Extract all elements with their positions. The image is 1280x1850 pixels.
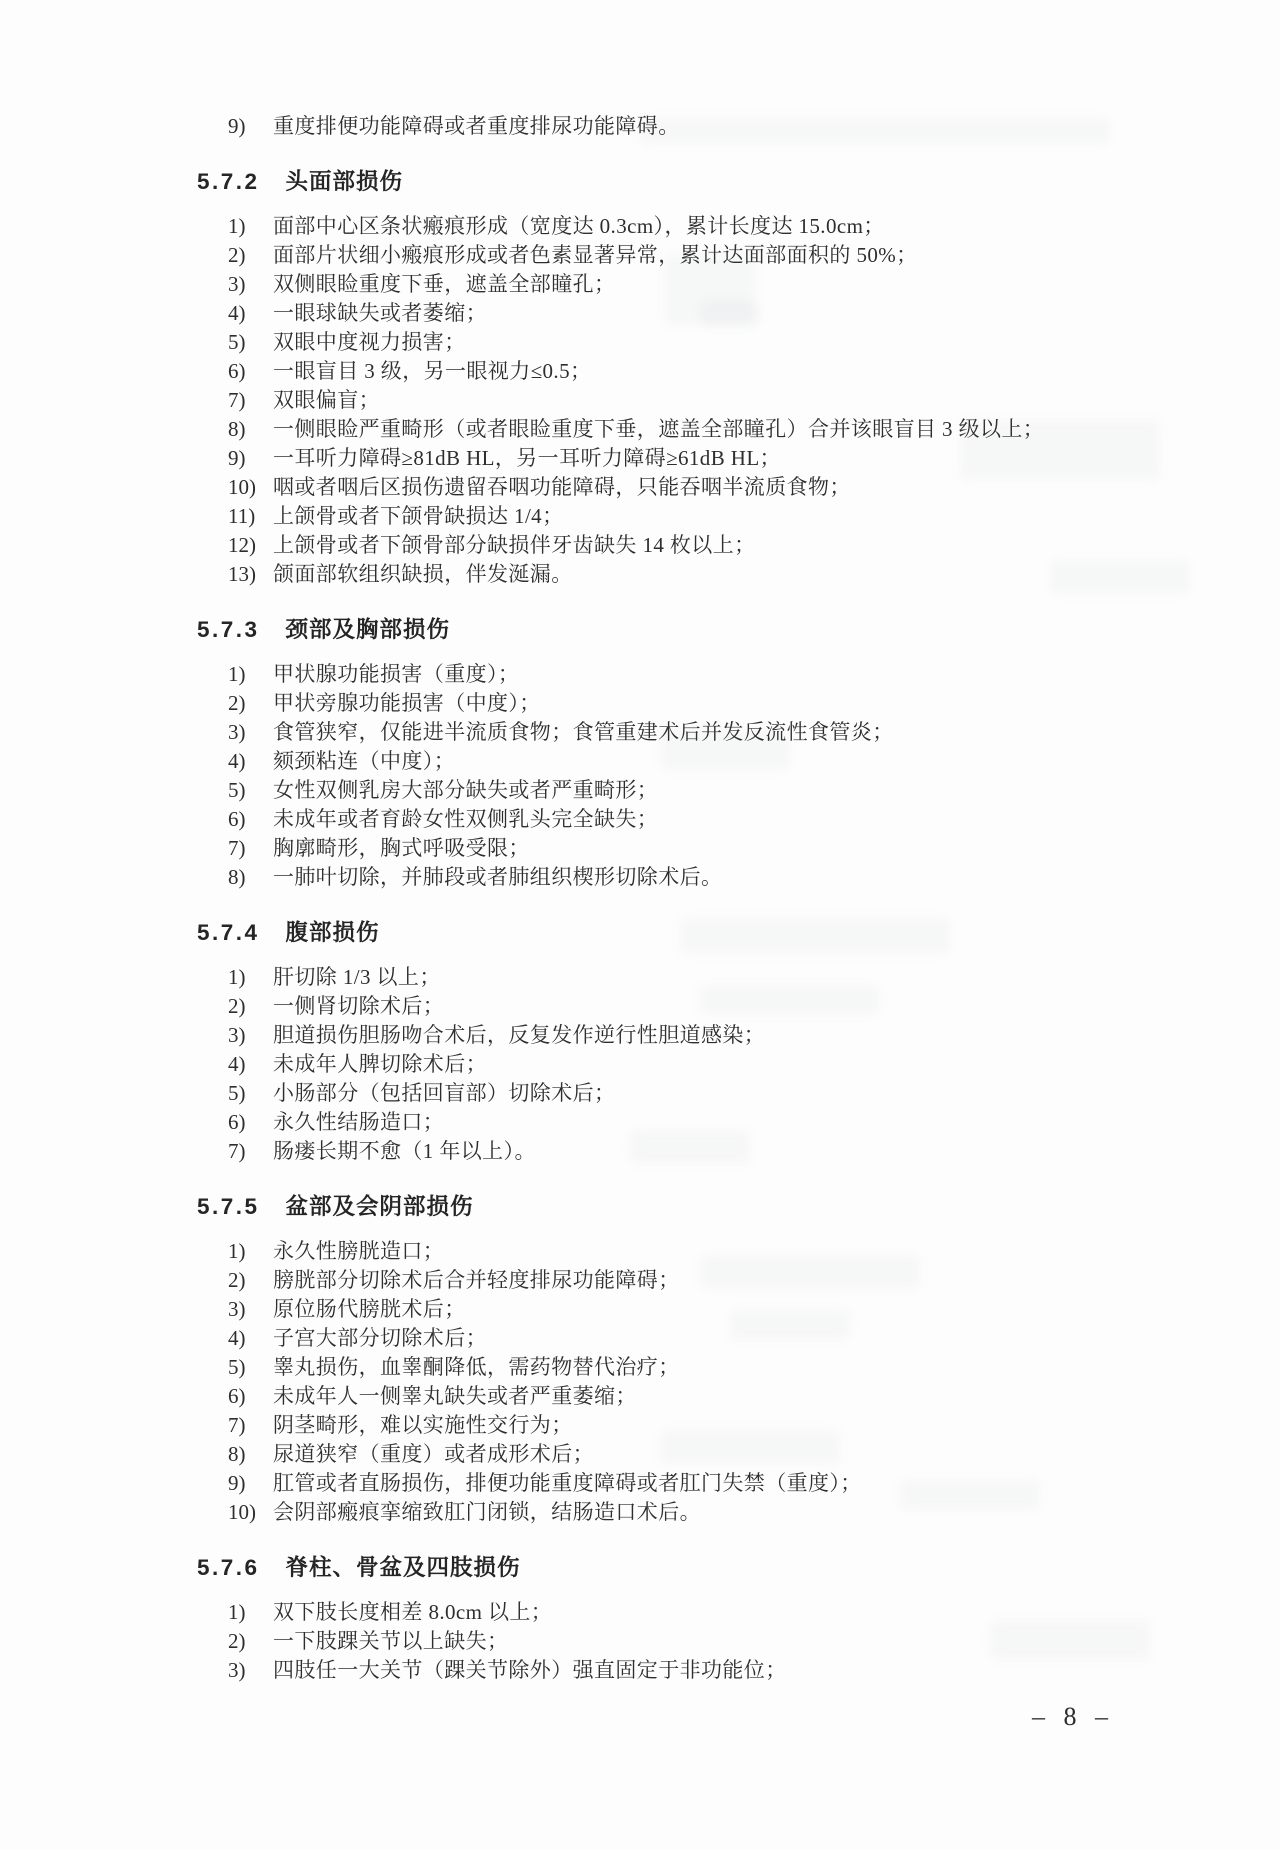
item-number: 4) — [228, 749, 246, 773]
item-number: 3) — [228, 720, 246, 744]
item-number: 9) — [228, 1471, 246, 1495]
section-heading — [197, 918, 1130, 947]
item-text: 子宫大部分切除术后； — [273, 1326, 487, 1350]
list-item — [228, 241, 1130, 270]
item-text: 一肺叶切除，并肺段或者肺组织楔形切除术后。 — [273, 865, 723, 889]
item-text: 双侧眼睑重度下垂，遮盖全部瞳孔； — [273, 272, 616, 296]
list-item — [228, 1440, 1130, 1469]
list-item — [228, 963, 1130, 992]
section-number: 5.7.4 — [197, 920, 260, 945]
item-number: 7) — [228, 388, 246, 412]
list-item — [228, 1021, 1130, 1050]
item-number: 6) — [228, 1384, 246, 1408]
section-title: 脊柱、骨盆及四肢损伤 — [285, 1555, 521, 1580]
list-item — [228, 718, 1130, 747]
list-item — [228, 1469, 1130, 1498]
list-item — [228, 660, 1130, 689]
list-item — [228, 1382, 1130, 1411]
item-text: 肝切除 1/3 以上； — [273, 965, 441, 989]
list-item — [228, 689, 1130, 718]
list-item — [228, 444, 1130, 473]
item-number: 10) — [228, 1500, 256, 1524]
item-text: 双下肢长度相差 8.0cm 以上； — [273, 1600, 553, 1624]
item-text: 双眼中度视力损害； — [273, 330, 466, 354]
item-text: 未成年人脾切除术后； — [273, 1052, 487, 1076]
item-text: 甲状腺功能损害（重度）； — [273, 662, 520, 686]
item-text: 一侧肾切除术后； — [273, 994, 445, 1018]
item-text: 一耳听力障碍≥81dB HL，另一耳听力障碍≥61dB HL； — [273, 446, 781, 470]
item-number: 6) — [228, 359, 246, 383]
list-item — [228, 1266, 1130, 1295]
item-number: 4) — [228, 301, 246, 325]
list-item — [228, 1353, 1130, 1382]
item-number: 3) — [228, 272, 246, 296]
item-text: 原位肠代膀胱术后； — [273, 1297, 466, 1321]
item-text: 颌面部软组织缺损，伴发涎漏。 — [273, 562, 573, 586]
item-number: 4) — [228, 1326, 246, 1350]
list-item — [228, 1498, 1130, 1527]
item-number: 7) — [228, 1139, 246, 1163]
list-item — [228, 299, 1130, 328]
item-text: 一下肢踝关节以上缺失； — [273, 1629, 509, 1653]
item-text: 女性双侧乳房大部分缺失或者严重畸形； — [273, 778, 659, 802]
item-text: 肠瘘长期不愈（1 年以上）。 — [273, 1139, 536, 1163]
document-section — [197, 167, 1130, 589]
item-text: 上颌骨或者下颌骨部分缺损伴牙齿缺失 14 枚以上； — [273, 533, 756, 557]
section-list — [197, 1598, 1130, 1685]
item-text: 膀胱部分切除术后合并轻度排尿功能障碍； — [273, 1268, 680, 1292]
item-number: 7) — [228, 836, 246, 860]
item-text: 食管狭窄，仅能进半流质食物；食管重建术后并发反流性食管炎； — [273, 720, 894, 744]
item-text: 胆道损伤胆肠吻合术后，反复发作逆行性胆道感染； — [273, 1023, 766, 1047]
section-title: 头面部损伤 — [285, 169, 404, 194]
section-list — [197, 1237, 1130, 1527]
list-item — [228, 1295, 1130, 1324]
item-number: 3) — [228, 1297, 246, 1321]
list-item — [228, 386, 1130, 415]
item-number: 12) — [228, 533, 256, 557]
item-number: 8) — [228, 865, 246, 889]
sections — [197, 167, 1130, 1685]
section-number: 5.7.5 — [197, 1194, 260, 1219]
item-text: 咽或者咽后区损伤遗留吞咽功能障碍，只能吞咽半流质食物； — [273, 475, 851, 499]
list-item — [228, 747, 1130, 776]
list-item — [228, 1108, 1130, 1137]
item-text: 未成年人一侧睾丸缺失或者严重萎缩； — [273, 1384, 637, 1408]
list-item — [228, 1324, 1130, 1353]
section-heading — [197, 615, 1130, 644]
document-section — [197, 615, 1130, 892]
item-number: 1) — [228, 1600, 246, 1624]
item-text: 永久性结肠造口； — [273, 1110, 445, 1134]
list-item — [228, 1237, 1130, 1266]
section-list — [197, 660, 1130, 892]
item-number: 9) — [228, 446, 246, 470]
item-number: 2) — [228, 243, 246, 267]
item-number: 6) — [228, 807, 246, 831]
item-text: 小肠部分（包括回盲部）切除术后； — [273, 1081, 616, 1105]
item-text: 颏颈粘连（中度）； — [273, 749, 456, 773]
item-text: 睾丸损伤，血睾酮降低，需药物替代治疗； — [273, 1355, 680, 1379]
item-number: 6) — [228, 1110, 246, 1134]
document-section — [197, 1553, 1130, 1685]
item-number: 5) — [228, 1355, 246, 1379]
item-text: 双眼偏盲； — [273, 388, 380, 412]
item-number: 11) — [228, 504, 256, 528]
list-item — [228, 560, 1130, 589]
item-text: 尿道狭窄（重度）或者成形术后； — [273, 1442, 594, 1466]
item-number: 3) — [228, 1658, 246, 1682]
list-item — [228, 357, 1130, 386]
item-number: 1) — [228, 214, 246, 238]
list-item — [228, 863, 1130, 892]
item-text: 四肢任一大关节（踝关节除外）强直固定于非功能位； — [273, 1658, 787, 1682]
section-heading — [197, 1553, 1130, 1582]
item-number: 10) — [228, 475, 256, 499]
item-text: 阴茎畸形，难以实施性交行为； — [273, 1413, 573, 1437]
item-number: 5) — [228, 330, 246, 354]
section-number: 5.7.6 — [197, 1555, 260, 1580]
item-number: 9) — [228, 114, 246, 138]
section-heading — [197, 167, 1130, 196]
item-number: 5) — [228, 1081, 246, 1105]
list-item — [228, 531, 1130, 560]
item-text: 一侧眼睑严重畸形（或者眼睑重度下垂，遮盖全部瞳孔）合并该眼盲目 3 级以上； — [273, 417, 1045, 441]
list-item — [228, 1137, 1130, 1166]
page-number: – 8 – — [1032, 1702, 1114, 1731]
item-text: 肛管或者直肠损伤，排便功能重度障碍或者肛门失禁（重度）； — [273, 1471, 862, 1495]
list-item — [228, 776, 1130, 805]
item-number: 3) — [228, 1023, 246, 1047]
item-number: 8) — [228, 1442, 246, 1466]
section-list — [197, 963, 1130, 1166]
list-item — [228, 1411, 1130, 1440]
item-text: 未成年或者育龄女性双侧乳头完全缺失； — [273, 807, 659, 831]
item-text: 一眼球缺失或者萎缩； — [273, 301, 487, 325]
item-number: 1) — [228, 965, 246, 989]
list-item — [228, 992, 1130, 1021]
item-number: 8) — [228, 417, 246, 441]
section-heading — [197, 1192, 1130, 1221]
section-number: 5.7.3 — [197, 617, 260, 642]
list-item — [228, 212, 1130, 241]
item-text: 面部中心区条状瘢痕形成（宽度达 0.3cm），累计长度达 15.0cm； — [273, 214, 885, 238]
item-number: 4) — [228, 1052, 246, 1076]
list-item — [228, 1079, 1130, 1108]
list-item — [228, 805, 1130, 834]
item-number: 2) — [228, 1629, 246, 1653]
item-text: 重度排便功能障碍或者重度排尿功能障碍。 — [273, 114, 680, 138]
section-title: 盆部及会阴部损伤 — [285, 1194, 474, 1219]
item-number: 2) — [228, 994, 246, 1018]
list-item — [228, 473, 1130, 502]
list-item — [228, 112, 1130, 141]
list-item — [228, 1598, 1130, 1627]
list-item — [228, 1656, 1130, 1685]
list-item — [228, 502, 1130, 531]
list-item — [228, 834, 1130, 863]
list-item — [228, 415, 1130, 444]
item-text: 一眼盲目 3 级，另一眼视力≤0.5； — [273, 359, 592, 383]
item-number: 1) — [228, 1239, 246, 1263]
item-text: 胸廓畸形，胸式呼吸受限； — [273, 836, 530, 860]
list-item — [228, 328, 1130, 357]
item-number: 13) — [228, 562, 256, 586]
item-text: 甲状旁腺功能损害（中度）； — [273, 691, 541, 715]
section-list — [197, 212, 1130, 589]
section-number: 5.7.2 — [197, 169, 260, 194]
list-item — [228, 1050, 1130, 1079]
item-text: 上颌骨或者下颌骨缺损达 1/4； — [273, 504, 564, 528]
section-title: 颈部及胸部损伤 — [285, 617, 451, 642]
list-item — [228, 270, 1130, 299]
item-text: 面部片状细小瘢痕形成或者色素显著异常，累计达面部面积的 50%； — [273, 243, 918, 267]
item-text: 会阴部瘢痕挛缩致肛门闭锁，结肠造口术后。 — [273, 1500, 701, 1524]
item-number: 5) — [228, 778, 246, 802]
item-text: 永久性膀胱造口； — [273, 1239, 445, 1263]
item-number: 2) — [228, 691, 246, 715]
list-item — [228, 1627, 1130, 1656]
item-number: 1) — [228, 662, 246, 686]
document-section — [197, 1192, 1130, 1527]
document-section — [197, 918, 1130, 1166]
item-number: 2) — [228, 1268, 246, 1292]
section-title: 腹部损伤 — [285, 920, 380, 945]
item-number: 7) — [228, 1413, 246, 1437]
